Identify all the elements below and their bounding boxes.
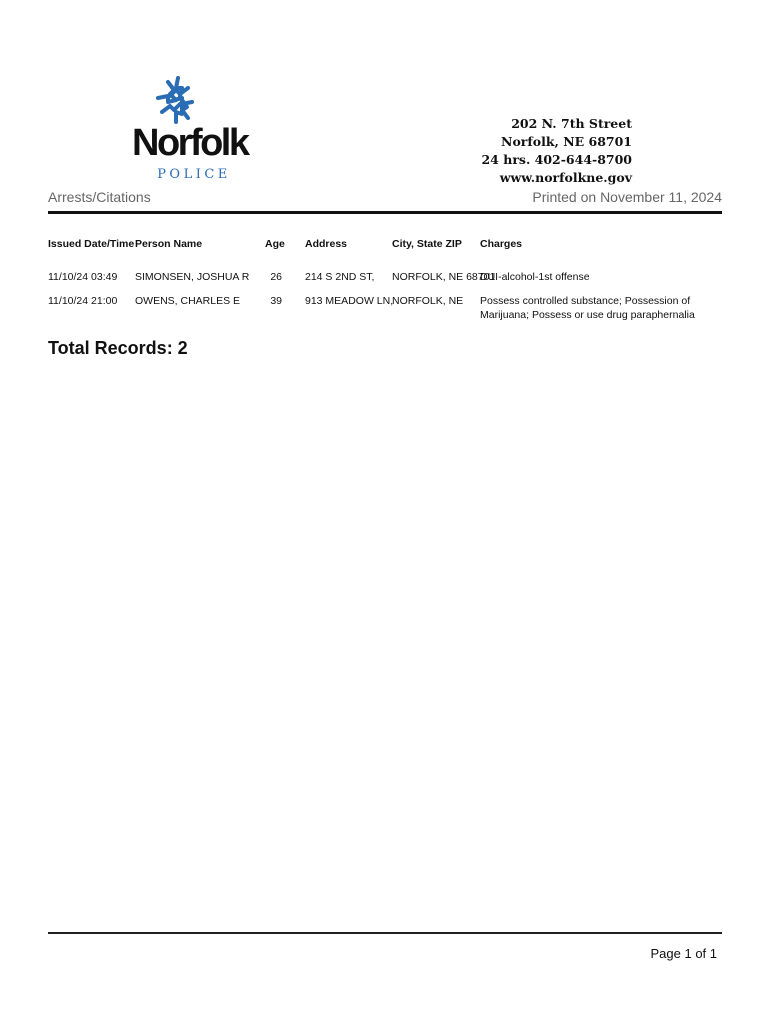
logo-subtitle: POLICE [157,167,231,182]
cell-name: SIMONSEN, JOSHUA R [135,271,250,283]
cell-charges: DUI-alcohol-1st offense [480,271,590,283]
footer-divider [48,932,722,934]
column-header-name: Person Name [135,238,203,250]
printed-date: Printed on November 11, 2024 [532,189,722,205]
page-number: Page 1 of 1 [650,946,717,961]
column-header-age: Age [265,238,285,250]
address-street: 202 N. 7th Street [511,116,632,131]
column-header-city: City, State ZIP [392,238,462,250]
total-records: Total Records: 2 [48,338,188,358]
cell-date: 11/10/24 21:00 [48,295,118,307]
address-phone: 24 hrs. 402-644-8700 [481,152,632,167]
cell-age: 26 [270,271,282,283]
norfolk-police-logo [132,72,248,184]
cell-city: NORFOLK, NE [392,295,464,307]
cell-charges: Possess controlled substance; Possession of Marijuana; Possess or use drug paraphernalia [480,295,695,321]
department-address [481,115,632,187]
logo-wordmark: Norfolk [132,122,248,164]
cell-name: OWENS, CHARLES E [135,295,241,307]
cell-address: 214 S 2ND ST, [305,271,375,283]
column-header-address: Address [305,238,348,250]
address-website: www.norfolkne.gov [499,170,632,185]
column-header-charges: Charges [480,238,523,250]
cell-city: NORFOLK, NE 68701 [392,271,496,283]
cell-date: 11/10/24 03:49 [48,271,118,283]
report-title: Arrests/Citations [48,189,151,205]
column-header-date: Issued Date/Time [48,238,135,250]
address-city: Norfolk, NE 68701 [501,134,632,149]
header-divider [48,211,722,214]
cell-address: 913 MEADOW LN, [305,295,394,307]
cell-age: 39 [270,295,282,307]
